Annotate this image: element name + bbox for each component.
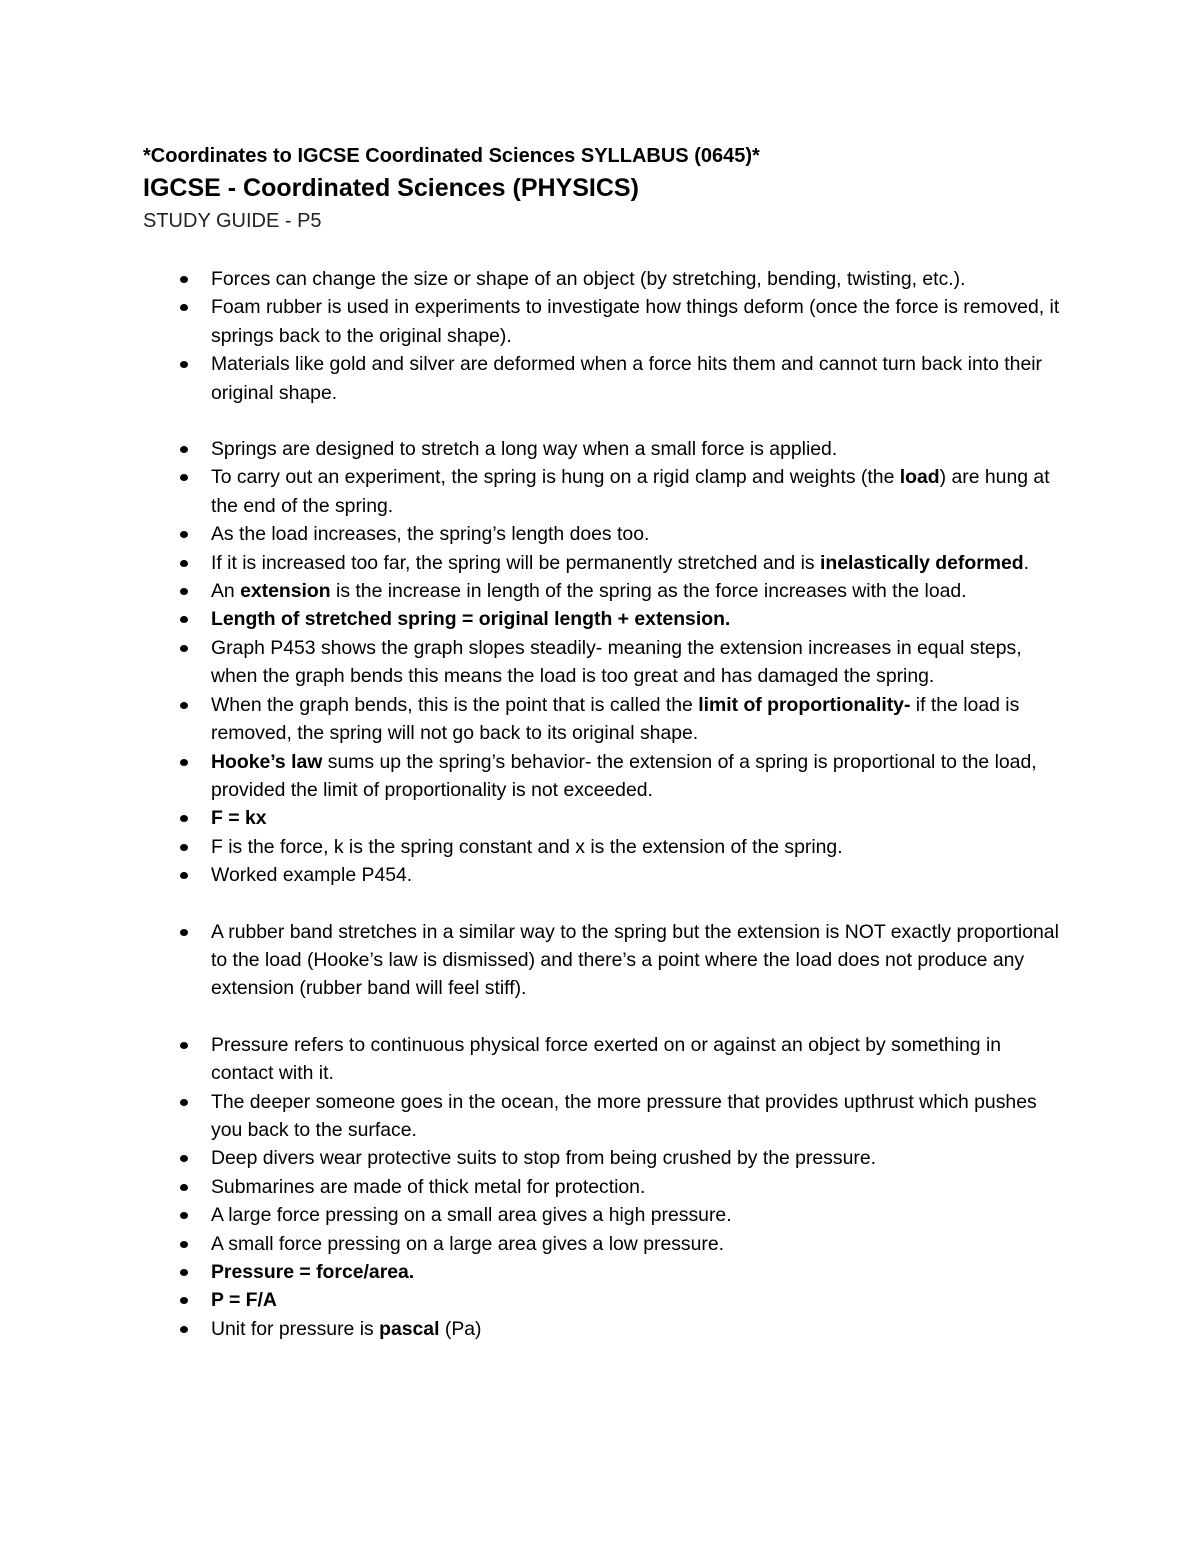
bullet-item	[143, 1173, 1063, 1201]
bullet-item	[143, 265, 1063, 293]
text-run: is the increase in length of the spring as the force increases with the load.	[330, 580, 967, 603]
bullet-dot-icon	[180, 1184, 188, 1191]
bullet-dot-icon	[180, 645, 188, 652]
bullet-dot-icon	[180, 1297, 188, 1304]
bullet-item	[143, 293, 1063, 350]
bullet-dot-icon	[180, 872, 188, 879]
bold-text: extension	[240, 580, 331, 603]
bullet-dot-icon	[180, 446, 188, 453]
text-run: (Pa)	[439, 1317, 482, 1340]
bullet-item	[143, 1031, 1063, 1088]
bold-text: Hooke’s law	[211, 750, 323, 773]
text-run: if the load is removed, the spring will not go back to its original shape.	[211, 693, 1020, 745]
text-run: As the load increases, the spring’s length does too.	[211, 523, 650, 546]
bullet-dot-icon	[180, 844, 188, 851]
bullet-list-section-3	[143, 918, 1063, 1003]
bold-text: load	[899, 466, 940, 489]
bullet-item	[143, 350, 1063, 407]
bullet-sections	[143, 265, 1063, 1343]
bullet-dot-icon	[180, 531, 188, 538]
text-run: A small force pressing on a large area gives a low pressure.	[211, 1232, 725, 1255]
text-run: sums up the spring’s behavior- the extension of a spring is proportional to the load, provided the limit of proportionality is not exceeded.	[211, 750, 1037, 801]
text-run: Springs are designed to stretch a long way when a small force is applied.	[211, 438, 838, 461]
bullet-dot-icon	[180, 1326, 188, 1333]
bullet-item	[143, 918, 1063, 1003]
bullet-dot-icon	[180, 1155, 188, 1162]
bullet-item	[143, 1201, 1063, 1229]
bold-text: limit of proportionality-	[698, 693, 911, 716]
bullet-item	[143, 1230, 1063, 1258]
bullet-item	[143, 435, 1063, 463]
text-run: Foam rubber is used in experiments to investigate how things deform (once the force is removed, it springs back to the original shape).	[211, 296, 1060, 347]
text-run: An	[211, 580, 241, 603]
text-run: Deep divers wear protective suits to stop from being crushed by the pressure.	[211, 1147, 876, 1170]
bullet-item	[143, 1286, 1063, 1314]
bullet-dot-icon	[180, 702, 188, 709]
bullet-dot-icon	[180, 759, 188, 766]
bullet-list-section-2	[143, 435, 1063, 890]
bullet-dot-icon	[180, 815, 188, 822]
text-run: Unit for pressure is	[211, 1317, 380, 1340]
bullet-item	[143, 520, 1063, 548]
text-run: When the graph bends, this is the point that is called the	[211, 693, 699, 716]
text-run: Worked example P454.	[211, 864, 413, 887]
text-run: F is the force, k is the spring constant and x is the extension of the spring.	[211, 835, 843, 858]
text-run: The deeper someone goes in the ocean, the more pressure that provides upthrust which pushes you back to the surface.	[211, 1090, 1037, 1141]
page-subtitle: STUDY GUIDE - P5	[143, 210, 322, 232]
document-content	[143, 140, 1063, 1343]
text-run: Forces can change the size or shape of an object (by stretching, bending, twisting, etc.).	[211, 268, 966, 290]
bullet-item	[143, 605, 1063, 633]
bullet-item	[143, 1315, 1063, 1343]
bullet-item	[143, 577, 1063, 605]
bullet-dot-icon	[180, 588, 188, 595]
bold-text: F = kx	[211, 807, 267, 830]
bullet-item	[143, 634, 1063, 691]
bullet-item	[143, 463, 1063, 520]
bullet-item	[143, 1258, 1063, 1286]
text-run: Graph P453 shows the graph slopes steadily- meaning the extension increases in equal steps, when the graph bends this means the load is too great and has damaged the spring.	[211, 636, 1022, 688]
bullet-dot-icon	[180, 1212, 188, 1219]
bullet-item	[143, 833, 1063, 861]
bullet-item	[143, 691, 1063, 748]
text-run: Pressure refers to continuous physical force exerted on or against an object by something in contact with it.	[211, 1033, 1002, 1085]
bold-text: inelastically deformed	[819, 551, 1024, 574]
bold-text: Length of stretched spring = original length + extension.	[211, 608, 731, 631]
bullet-dot-icon	[180, 1241, 188, 1248]
bullet-dot-icon	[180, 616, 188, 623]
text-run: ) are hung at the end of the spring.	[211, 466, 1050, 517]
bullet-item	[143, 1144, 1063, 1172]
bullet-list-section-1	[143, 265, 1063, 407]
text-run: To carry out an experiment, the spring is hung on a rigid clamp and weights (the	[211, 466, 900, 489]
bullet-list-section-4	[143, 1031, 1063, 1343]
text-run: A rubber band stretches in a similar way to the spring but the extension is NOT exactly proportional to the load (Hooke’s law is dismissed) and there’s a point where the load does not produce any extension (rubber band will feel stiff).	[211, 920, 1059, 1000]
bullet-item	[143, 861, 1063, 889]
text-run: .	[1023, 551, 1030, 574]
bullet-dot-icon	[180, 304, 188, 311]
syllabus-reference: *Coordinates to IGCSE Coordinated Sciences SYLLABUS (0645)*	[143, 145, 760, 167]
text-run: Submarines are made of thick metal for protection.	[211, 1175, 646, 1198]
bold-text: P = F/A	[211, 1289, 277, 1312]
bullet-dot-icon	[180, 361, 188, 368]
text-run: If it is increased too far, the spring will be permanently stretched and is	[211, 551, 820, 574]
bold-text: Pressure = force/area.	[211, 1261, 415, 1283]
bullet-item	[143, 748, 1063, 805]
bullet-dot-icon	[180, 474, 188, 481]
bullet-dot-icon	[180, 276, 188, 283]
bullet-dot-icon	[180, 1099, 188, 1106]
text-run: A large force pressing on a small area gives a high pressure.	[211, 1204, 732, 1227]
bullet-dot-icon	[180, 1269, 188, 1276]
bullet-dot-icon	[180, 929, 188, 936]
bullet-dot-icon	[180, 1042, 188, 1049]
text-run: Materials like gold and silver are deformed when a force hits them and cannot turn back into their original shape.	[211, 353, 1043, 404]
page-title: IGCSE - Coordinated Sciences (PHYSICS)	[143, 174, 639, 202]
bullet-item	[143, 804, 1063, 832]
bullet-item	[143, 549, 1063, 577]
bullet-item	[143, 1088, 1063, 1145]
bold-text: pascal	[379, 1317, 440, 1340]
bullet-dot-icon	[180, 560, 188, 567]
